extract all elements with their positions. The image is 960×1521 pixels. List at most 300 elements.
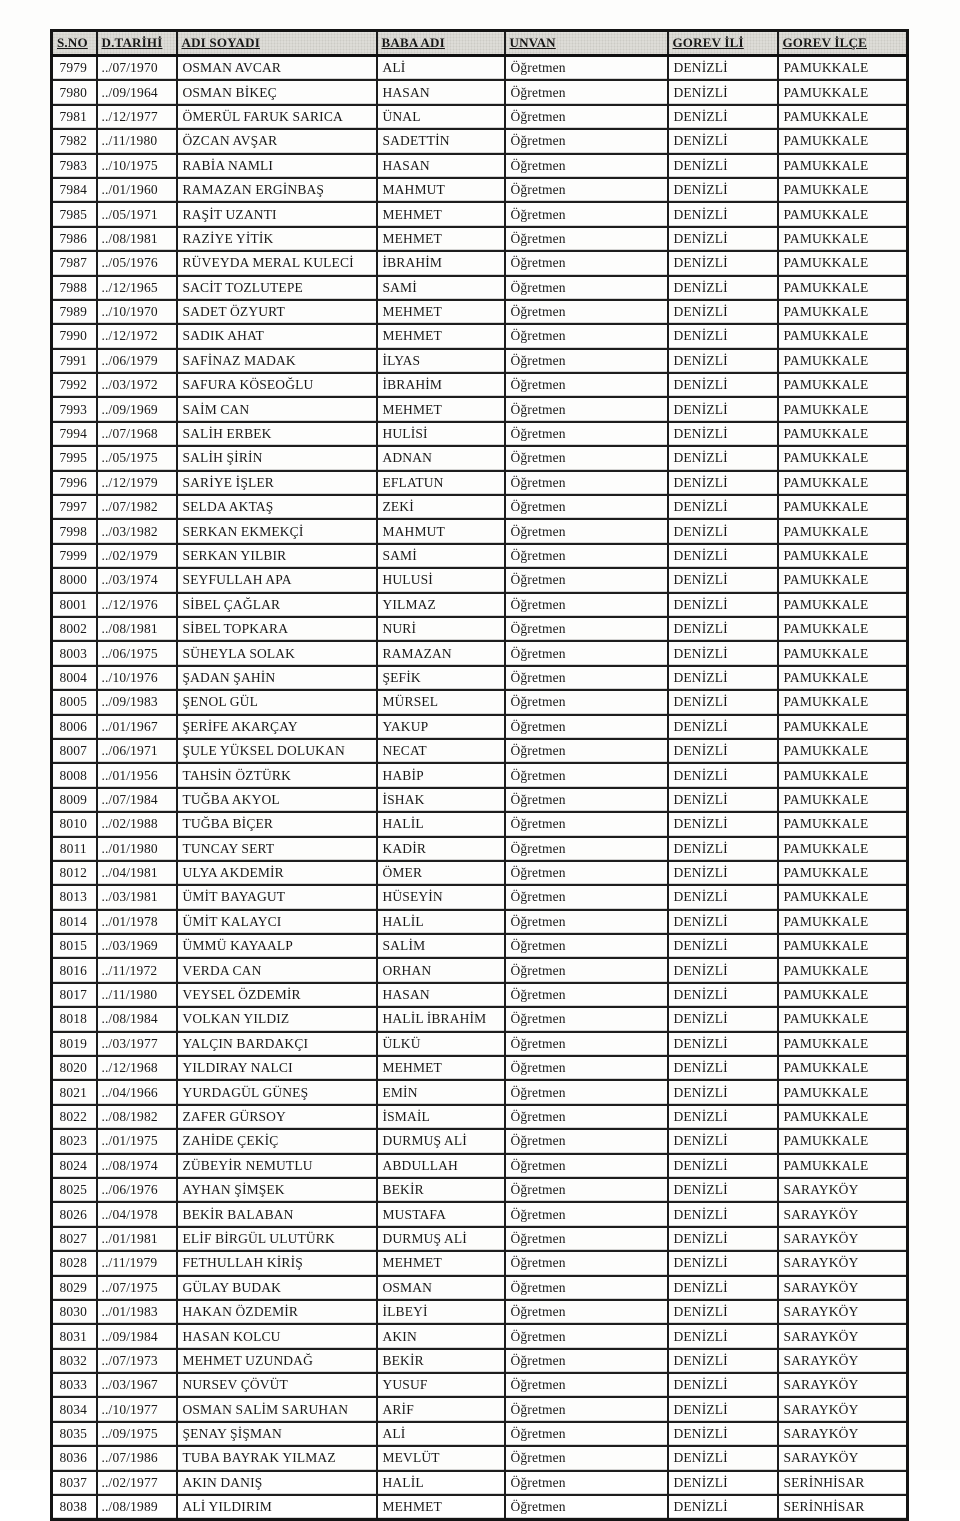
cell-birth-date: ../08/1974 (97, 1154, 177, 1178)
cell-duty-province: DENİZLİ (668, 1178, 778, 1202)
cell-duty-province: DENİZLİ (668, 1276, 778, 1300)
cell-duty-province: DENİZLİ (668, 178, 778, 202)
cell-serial-no: 8006 (52, 715, 97, 739)
cell-birth-date: ../11/1979 (97, 1251, 177, 1275)
cell-title: Öğretmen (505, 1032, 668, 1056)
cell-title: Öğretmen (505, 739, 668, 763)
cell-birth-date: ../11/1972 (97, 958, 177, 982)
cell-duty-district: SARAYKÖY (778, 1300, 908, 1324)
personnel-list-table (50, 29, 909, 1521)
cell-duty-province: DENİZLİ (668, 763, 778, 787)
cell-duty-district: PAMUKKALE (778, 349, 908, 373)
cell-full-name: SİBEL ÇAĞLAR (177, 593, 377, 617)
cell-full-name: SERKAN EKMEKÇİ (177, 519, 377, 543)
cell-full-name: OSMAN SALİM SARUHAN (177, 1397, 377, 1421)
cell-birth-date: ../09/1975 (97, 1422, 177, 1446)
cell-birth-date: ../09/1984 (97, 1324, 177, 1348)
cell-duty-province: DENİZLİ (668, 397, 778, 421)
cell-duty-province: DENİZLİ (668, 154, 778, 178)
cell-father-name: HABİP (377, 763, 505, 787)
cell-duty-district: PAMUKKALE (778, 397, 908, 421)
cell-serial-no: 8038 (52, 1495, 97, 1520)
cell-full-name: TUĞBA AKYOL (177, 788, 377, 812)
column-header-duty-province: GOREV İLİ (668, 31, 778, 56)
cell-title: Öğretmen (505, 983, 668, 1007)
cell-full-name: SADIK AHAT (177, 324, 377, 348)
cell-full-name: ÜMİT BAYAGUT (177, 885, 377, 909)
cell-full-name: SİBEL TOPKARA (177, 617, 377, 641)
cell-father-name: RAMAZAN (377, 641, 505, 665)
cell-title: Öğretmen (505, 1154, 668, 1178)
cell-full-name: ŞADAN ŞAHİN (177, 666, 377, 690)
cell-title: Öğretmen (505, 1276, 668, 1300)
cell-duty-province: DENİZLİ (668, 495, 778, 519)
cell-title: Öğretmen (505, 1324, 668, 1348)
table-row (52, 1178, 908, 1202)
cell-father-name: MEHMET (377, 1251, 505, 1275)
cell-duty-district: PAMUKKALE (778, 276, 908, 300)
cell-full-name: TUĞBA BİÇER (177, 812, 377, 836)
cell-title: Öğretmen (505, 251, 668, 275)
cell-title: Öğretmen (505, 178, 668, 202)
column-header-full-name: ADI SOYADI (177, 31, 377, 56)
cell-title: Öğretmen (505, 958, 668, 982)
table-row (52, 1129, 908, 1153)
cell-serial-no: 7985 (52, 202, 97, 226)
table-row (52, 178, 908, 202)
cell-duty-province: DENİZLİ (668, 519, 778, 543)
cell-title: Öğretmen (505, 1080, 668, 1104)
cell-birth-date: ../01/1975 (97, 1129, 177, 1153)
cell-duty-province: DENİZLİ (668, 1373, 778, 1397)
cell-father-name: DURMUŞ ALİ (377, 1227, 505, 1251)
cell-duty-district: PAMUKKALE (778, 178, 908, 202)
cell-serial-no: 7989 (52, 300, 97, 324)
cell-duty-district: PAMUKKALE (778, 1129, 908, 1153)
cell-birth-date: ../02/1977 (97, 1471, 177, 1495)
cell-father-name: MEHMET (377, 202, 505, 226)
cell-title: Öğretmen (505, 1178, 668, 1202)
cell-duty-district: PAMUKKALE (778, 1056, 908, 1080)
cell-birth-date: ../08/1989 (97, 1495, 177, 1520)
cell-duty-district: PAMUKKALE (778, 617, 908, 641)
cell-full-name: SARİYE İŞLER (177, 471, 377, 495)
cell-duty-province: DENİZLİ (668, 227, 778, 251)
table-row (52, 519, 908, 543)
cell-title: Öğretmen (505, 227, 668, 251)
table-row (52, 1032, 908, 1056)
cell-duty-province: DENİZLİ (668, 1349, 778, 1373)
cell-duty-district: PAMUKKALE (778, 715, 908, 739)
cell-birth-date: ../04/1978 (97, 1202, 177, 1226)
cell-father-name: SADETTİN (377, 129, 505, 153)
cell-serial-no: 7994 (52, 422, 97, 446)
table-row (52, 154, 908, 178)
cell-birth-date: ../07/1970 (97, 56, 177, 81)
cell-title: Öğretmen (505, 129, 668, 153)
cell-serial-no: 8015 (52, 934, 97, 958)
cell-full-name: SERKAN YILBIR (177, 544, 377, 568)
cell-title: Öğretmen (505, 324, 668, 348)
cell-title: Öğretmen (505, 397, 668, 421)
cell-full-name: ÖZCAN AVŞAR (177, 129, 377, 153)
cell-duty-district: SERİNHİSAR (778, 1495, 908, 1520)
cell-duty-province: DENİZLİ (668, 276, 778, 300)
cell-title: Öğretmen (505, 1251, 668, 1275)
table-row (52, 251, 908, 275)
cell-duty-district: PAMUKKALE (778, 958, 908, 982)
cell-duty-district: PAMUKKALE (778, 1032, 908, 1056)
cell-full-name: ŞULE YÜKSEL DOLUKAN (177, 739, 377, 763)
cell-serial-no: 8025 (52, 1178, 97, 1202)
table-row (52, 276, 908, 300)
cell-duty-district: SARAYKÖY (778, 1276, 908, 1300)
cell-serial-no: 8034 (52, 1397, 97, 1421)
cell-title: Öğretmen (505, 1446, 668, 1470)
cell-serial-no: 8023 (52, 1129, 97, 1153)
cell-title: Öğretmen (505, 1495, 668, 1520)
cell-serial-no: 8033 (52, 1373, 97, 1397)
cell-title: Öğretmen (505, 471, 668, 495)
cell-birth-date: ../04/1981 (97, 861, 177, 885)
cell-full-name: SAİM CAN (177, 397, 377, 421)
cell-title: Öğretmen (505, 934, 668, 958)
cell-title: Öğretmen (505, 568, 668, 592)
cell-duty-district: PAMUKKALE (778, 934, 908, 958)
cell-title: Öğretmen (505, 1397, 668, 1421)
cell-birth-date: ../12/1965 (97, 276, 177, 300)
cell-birth-date: ../07/1986 (97, 1446, 177, 1470)
cell-father-name: MEHMET (377, 397, 505, 421)
cell-serial-no: 8010 (52, 812, 97, 836)
cell-full-name: ŞENOL GÜL (177, 690, 377, 714)
table-row (52, 666, 908, 690)
cell-serial-no: 8022 (52, 1105, 97, 1129)
cell-birth-date: ../03/1967 (97, 1373, 177, 1397)
cell-duty-district: PAMUKKALE (778, 227, 908, 251)
cell-father-name: SAMİ (377, 544, 505, 568)
cell-full-name: TUNCAY SERT (177, 837, 377, 861)
cell-duty-district: PAMUKKALE (778, 202, 908, 226)
cell-title: Öğretmen (505, 666, 668, 690)
cell-duty-district: SARAYKÖY (778, 1202, 908, 1226)
cell-duty-province: DENİZLİ (668, 934, 778, 958)
column-header-father-name: BABA ADI (377, 31, 505, 56)
cell-duty-province: DENİZLİ (668, 1032, 778, 1056)
cell-duty-district: PAMUKKALE (778, 154, 908, 178)
cell-birth-date: ../09/1969 (97, 397, 177, 421)
cell-father-name: YILMAZ (377, 593, 505, 617)
cell-full-name: VERDA CAN (177, 958, 377, 982)
cell-serial-no: 7988 (52, 276, 97, 300)
cell-full-name: SALİH ERBEK (177, 422, 377, 446)
cell-duty-district: PAMUKKALE (778, 690, 908, 714)
table-row (52, 715, 908, 739)
cell-title: Öğretmen (505, 544, 668, 568)
cell-duty-province: DENİZLİ (668, 1007, 778, 1031)
cell-duty-district: PAMUKKALE (778, 568, 908, 592)
table-row (52, 641, 908, 665)
cell-birth-date: ../12/1977 (97, 105, 177, 129)
cell-duty-district: PAMUKKALE (778, 1007, 908, 1031)
cell-father-name: NECAT (377, 739, 505, 763)
cell-duty-province: DENİZLİ (668, 1080, 778, 1104)
cell-title: Öğretmen (505, 1202, 668, 1226)
cell-father-name: ALİ (377, 1422, 505, 1446)
cell-serial-no: 7986 (52, 227, 97, 251)
cell-full-name: AYHAN ŞİMŞEK (177, 1178, 377, 1202)
cell-duty-province: DENİZLİ (668, 837, 778, 861)
cell-serial-no: 8018 (52, 1007, 97, 1031)
table-row (52, 422, 908, 446)
table-row (52, 1495, 908, 1520)
cell-title: Öğretmen (505, 763, 668, 787)
cell-full-name: RABİA NAMLI (177, 154, 377, 178)
cell-father-name: MEHMET (377, 227, 505, 251)
cell-father-name: KADİR (377, 837, 505, 861)
cell-title: Öğretmen (505, 422, 668, 446)
table-row (52, 1105, 908, 1129)
cell-duty-district: PAMUKKALE (778, 983, 908, 1007)
cell-title: Öğretmen (505, 788, 668, 812)
cell-birth-date: ../06/1975 (97, 641, 177, 665)
cell-title: Öğretmen (505, 300, 668, 324)
cell-full-name: ŞERİFE AKARÇAY (177, 715, 377, 739)
cell-full-name: ALİ YILDIRIM (177, 1495, 377, 1520)
table-row (52, 910, 908, 934)
cell-father-name: AKIN (377, 1324, 505, 1348)
cell-duty-province: DENİZLİ (668, 958, 778, 982)
cell-birth-date: ../12/1968 (97, 1056, 177, 1080)
cell-serial-no: 7983 (52, 154, 97, 178)
cell-serial-no: 8020 (52, 1056, 97, 1080)
cell-duty-district: PAMUKKALE (778, 1080, 908, 1104)
cell-birth-date: ../03/1969 (97, 934, 177, 958)
table-row (52, 1300, 908, 1324)
cell-full-name: SÜHEYLA SOLAK (177, 641, 377, 665)
table-row (52, 1397, 908, 1421)
cell-birth-date: ../07/1984 (97, 788, 177, 812)
cell-duty-province: DENİZLİ (668, 617, 778, 641)
table-row (52, 105, 908, 129)
cell-duty-province: DENİZLİ (668, 324, 778, 348)
cell-duty-province: DENİZLİ (668, 1422, 778, 1446)
cell-duty-district: PAMUKKALE (778, 885, 908, 909)
cell-birth-date: ../12/1979 (97, 471, 177, 495)
table-row (52, 763, 908, 787)
cell-birth-date: ../04/1966 (97, 1080, 177, 1104)
cell-birth-date: ../01/1978 (97, 910, 177, 934)
cell-serial-no: 8019 (52, 1032, 97, 1056)
cell-title: Öğretmen (505, 56, 668, 81)
cell-duty-district: PAMUKKALE (778, 495, 908, 519)
cell-duty-province: DENİZLİ (668, 1446, 778, 1470)
table-row (52, 129, 908, 153)
cell-birth-date: ../03/1981 (97, 885, 177, 909)
cell-father-name: EMİN (377, 1080, 505, 1104)
cell-birth-date: ../07/1973 (97, 1349, 177, 1373)
cell-father-name: ALİ (377, 56, 505, 81)
cell-full-name: SADET ÖZYURT (177, 300, 377, 324)
cell-duty-province: DENİZLİ (668, 1202, 778, 1226)
cell-duty-province: DENİZLİ (668, 446, 778, 470)
cell-father-name: MAHMUT (377, 519, 505, 543)
cell-duty-district: PAMUKKALE (778, 471, 908, 495)
cell-serial-no: 7999 (52, 544, 97, 568)
cell-duty-district: SARAYKÖY (778, 1446, 908, 1470)
cell-serial-no: 8016 (52, 958, 97, 982)
cell-duty-province: DENİZLİ (668, 861, 778, 885)
table-row (52, 1324, 908, 1348)
cell-duty-province: DENİZLİ (668, 349, 778, 373)
cell-birth-date: ../03/1974 (97, 568, 177, 592)
cell-birth-date: ../01/1960 (97, 178, 177, 202)
cell-full-name: SEYFULLAH APA (177, 568, 377, 592)
cell-duty-district: PAMUKKALE (778, 422, 908, 446)
cell-father-name: HASAN (377, 983, 505, 1007)
cell-title: Öğretmen (505, 715, 668, 739)
cell-birth-date: ../10/1977 (97, 1397, 177, 1421)
cell-duty-province: DENİZLİ (668, 666, 778, 690)
cell-father-name: BEKİR (377, 1178, 505, 1202)
cell-full-name: YILDIRAY NALCI (177, 1056, 377, 1080)
cell-title: Öğretmen (505, 641, 668, 665)
table-row (52, 373, 908, 397)
cell-duty-district: PAMUKKALE (778, 641, 908, 665)
cell-birth-date: ../12/1972 (97, 324, 177, 348)
table-row (52, 300, 908, 324)
cell-duty-district: SERİNHİSAR (778, 1471, 908, 1495)
cell-serial-no: 8028 (52, 1251, 97, 1275)
cell-duty-district: PAMUKKALE (778, 1154, 908, 1178)
cell-father-name: ŞEFİK (377, 666, 505, 690)
cell-father-name: ÜLKÜ (377, 1032, 505, 1056)
cell-serial-no: 7980 (52, 80, 97, 104)
table-row (52, 544, 908, 568)
cell-title: Öğretmen (505, 446, 668, 470)
cell-father-name: HULİSİ (377, 422, 505, 446)
cell-birth-date: ../07/1982 (97, 495, 177, 519)
table-row (52, 983, 908, 1007)
cell-duty-province: DENİZLİ (668, 373, 778, 397)
cell-full-name: RÜVEYDA MERAL KULECİ (177, 251, 377, 275)
cell-father-name: MEHMET (377, 324, 505, 348)
cell-duty-district: SARAYKÖY (778, 1349, 908, 1373)
cell-father-name: ORHAN (377, 958, 505, 982)
cell-father-name: BEKİR (377, 1349, 505, 1373)
cell-birth-date: ../06/1971 (97, 739, 177, 763)
cell-full-name: ULYA AKDEMİR (177, 861, 377, 885)
cell-full-name: MEHMET UZUNDAĞ (177, 1349, 377, 1373)
cell-duty-district: PAMUKKALE (778, 56, 908, 81)
cell-duty-district: PAMUKKALE (778, 593, 908, 617)
cell-title: Öğretmen (505, 885, 668, 909)
cell-father-name: YAKUP (377, 715, 505, 739)
cell-father-name: YUSUF (377, 1373, 505, 1397)
cell-birth-date: ../11/1980 (97, 129, 177, 153)
cell-duty-province: DENİZLİ (668, 300, 778, 324)
cell-full-name: ELİF BİRGÜL ULUTÜRK (177, 1227, 377, 1251)
cell-duty-province: DENİZLİ (668, 202, 778, 226)
cell-duty-province: DENİZLİ (668, 1300, 778, 1324)
column-header-title: UNVAN (505, 31, 668, 56)
cell-father-name: HÜSEYİN (377, 885, 505, 909)
table-row (52, 324, 908, 348)
cell-father-name: ABDULLAH (377, 1154, 505, 1178)
cell-serial-no: 8031 (52, 1324, 97, 1348)
cell-father-name: ARİF (377, 1397, 505, 1421)
cell-serial-no: 8027 (52, 1227, 97, 1251)
cell-serial-no: 8021 (52, 1080, 97, 1104)
cell-duty-district: PAMUKKALE (778, 80, 908, 104)
cell-father-name: SAMİ (377, 276, 505, 300)
cell-full-name: ÜMMÜ KAYAALP (177, 934, 377, 958)
cell-serial-no: 8029 (52, 1276, 97, 1300)
cell-title: Öğretmen (505, 1471, 668, 1495)
cell-birth-date: ../09/1964 (97, 80, 177, 104)
table-row (52, 1373, 908, 1397)
cell-serial-no: 7993 (52, 397, 97, 421)
cell-serial-no: 7996 (52, 471, 97, 495)
table-row (52, 446, 908, 470)
cell-title: Öğretmen (505, 837, 668, 861)
cell-duty-district: SARAYKÖY (778, 1422, 908, 1446)
cell-full-name: YURDAGÜL GÜNEŞ (177, 1080, 377, 1104)
cell-full-name: YALÇIN BARDAKÇI (177, 1032, 377, 1056)
table-row (52, 1154, 908, 1178)
cell-serial-no: 8030 (52, 1300, 97, 1324)
cell-duty-province: DENİZLİ (668, 885, 778, 909)
column-header-birth-date: D.TARİHİ (97, 31, 177, 56)
cell-serial-no: 7991 (52, 349, 97, 373)
table-row (52, 788, 908, 812)
cell-father-name: İBRAHİM (377, 251, 505, 275)
cell-duty-province: DENİZLİ (668, 1154, 778, 1178)
cell-full-name: VEYSEL ÖZDEMİR (177, 983, 377, 1007)
cell-duty-province: DENİZLİ (668, 129, 778, 153)
cell-serial-no: 8024 (52, 1154, 97, 1178)
cell-serial-no: 7995 (52, 446, 97, 470)
cell-duty-province: DENİZLİ (668, 593, 778, 617)
table-row (52, 1446, 908, 1470)
cell-title: Öğretmen (505, 154, 668, 178)
cell-full-name: BEKİR BALABAN (177, 1202, 377, 1226)
cell-duty-district: SARAYKÖY (778, 1178, 908, 1202)
table-row (52, 80, 908, 104)
cell-birth-date: ../08/1981 (97, 617, 177, 641)
cell-title: Öğretmen (505, 105, 668, 129)
cell-father-name: MÜRSEL (377, 690, 505, 714)
cell-birth-date: ../08/1981 (97, 227, 177, 251)
cell-father-name: EFLATUN (377, 471, 505, 495)
cell-serial-no: 8035 (52, 1422, 97, 1446)
cell-title: Öğretmen (505, 1300, 668, 1324)
table-row (52, 1202, 908, 1226)
cell-father-name: MEHMET (377, 300, 505, 324)
cell-father-name: SALİM (377, 934, 505, 958)
cell-father-name: HASAN (377, 154, 505, 178)
cell-duty-province: DENİZLİ (668, 910, 778, 934)
cell-title: Öğretmen (505, 1422, 668, 1446)
cell-duty-district: PAMUKKALE (778, 1105, 908, 1129)
cell-birth-date: ../02/1988 (97, 812, 177, 836)
cell-duty-province: DENİZLİ (668, 1105, 778, 1129)
cell-father-name: MEHMET (377, 1495, 505, 1520)
cell-duty-province: DENİZLİ (668, 1251, 778, 1275)
cell-duty-province: DENİZLİ (668, 1471, 778, 1495)
cell-full-name: ŞENAY ŞİŞMAN (177, 1422, 377, 1446)
cell-full-name: SAFİNAZ MADAK (177, 349, 377, 373)
